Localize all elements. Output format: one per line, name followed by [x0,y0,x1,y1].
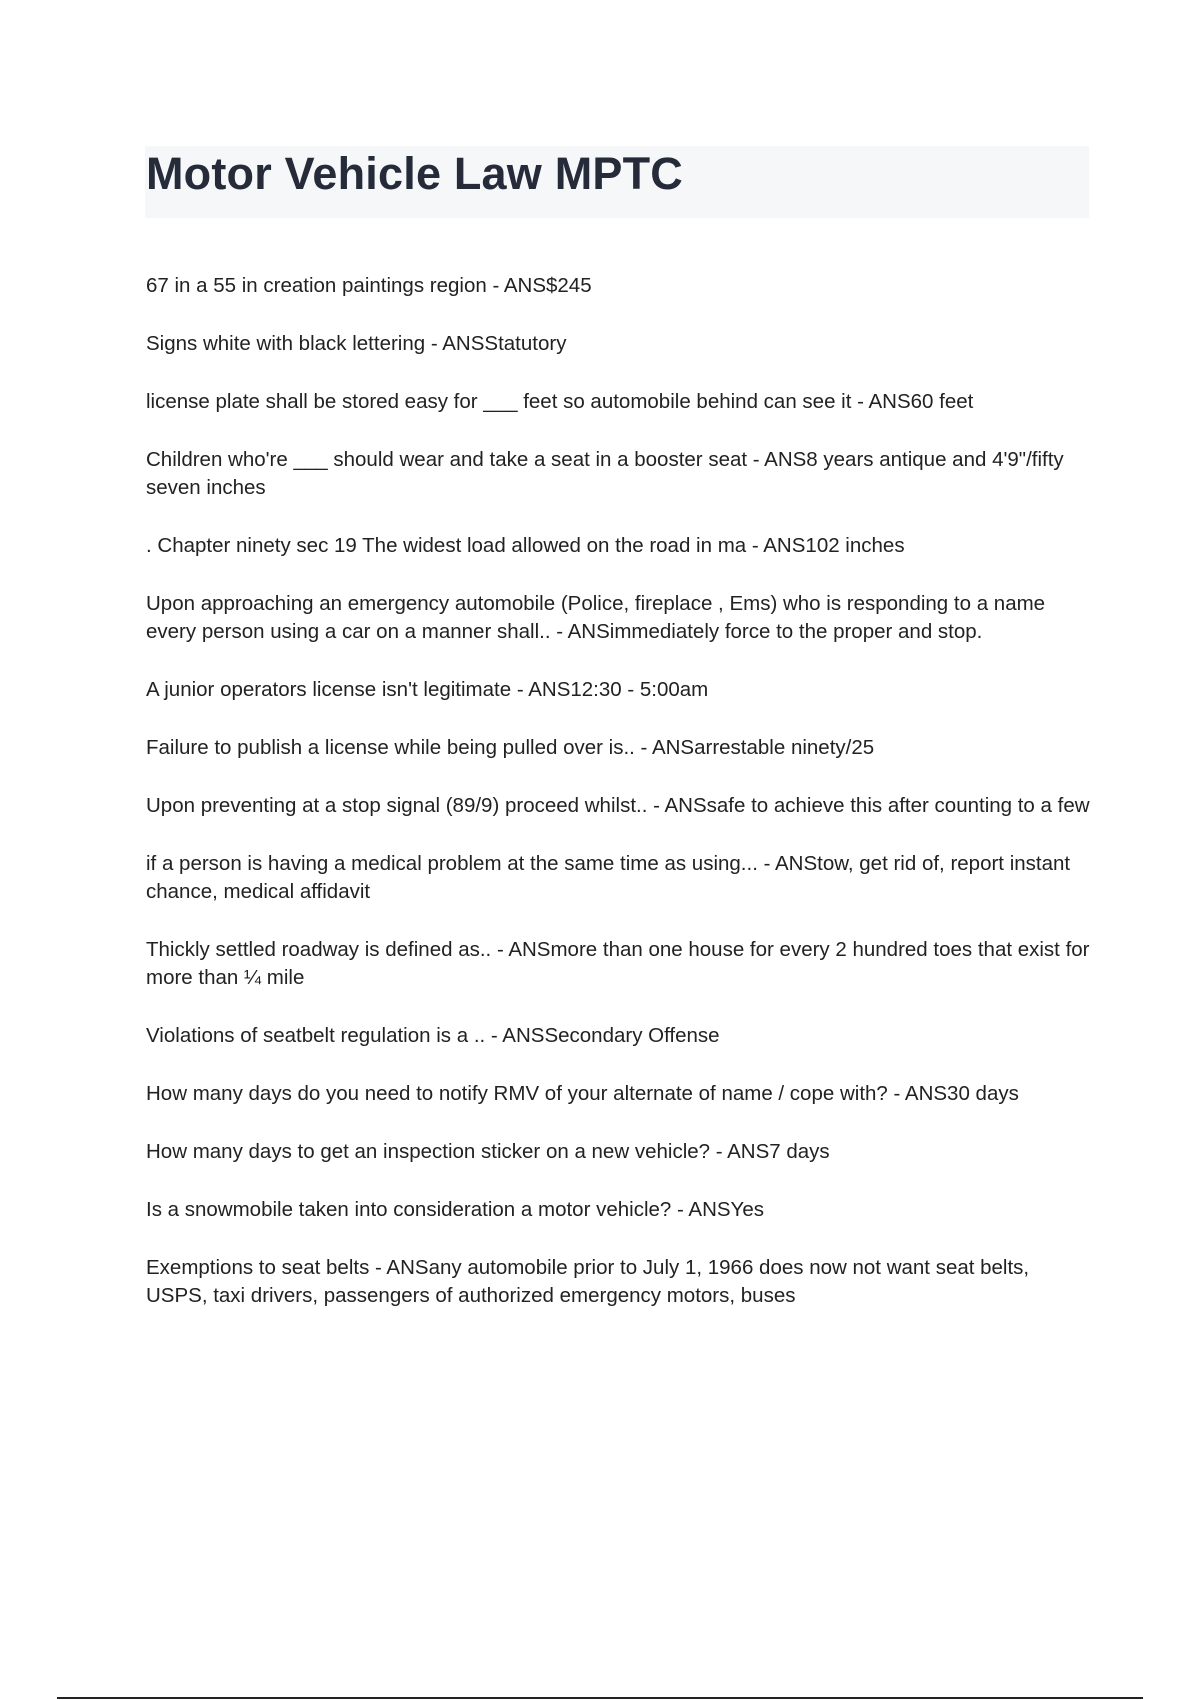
qa-item: A junior operators license isn't legitimate - ANS12:30 - 5:00am [146,678,709,701]
qa-item: Children who're ___ should wear and take a seat in a booster seat - ANS8 years antique and 4'9"/fifty seven inches [146,448,1064,499]
qa-item: How many days to get an inspection sticker on a new vehicle? - ANS7 days [146,1140,830,1163]
qa-item: Exemptions to seat belts - ANSany automobile prior to July 1, 1966 does now not want seat belts, USPS, taxi drivers, passengers of authorized emergency motors, buses [146,1256,1030,1307]
qa-item: . Chapter ninety sec 19 The widest load allowed on the road in ma - ANS102 inches [146,534,905,557]
qa-item: Upon approaching an emergency automobile (Police, fireplace , Ems) who is responding to a name every person using a car on a manner shall.. - ANSimmediately force to the proper and stop. [146,592,1046,643]
qa-item: Thickly settled roadway is defined as.. - ANSmore than one house for every 2 hundred toes that exist for more than ¼ mile [146,938,1090,989]
qa-item: Is a snowmobile taken into consideration a motor vehicle? - ANSYes [146,1198,764,1221]
qa-item: How many days do you need to notify RMV of your alternate of name / cope with? - ANS30 days [146,1082,1019,1105]
qa-item: 67 in a 55 in creation paintings region - ANS$245 [146,274,592,297]
qa-item: Upon preventing at a stop signal (89/9) proceed whilst.. - ANSsafe to achieve this after counting to a few [146,794,1090,817]
qa-item: Violations of seatbelt regulation is a .. - ANSSecondary Offense [146,1024,720,1047]
qa-item: if a person is having a medical problem at the same time as using... - ANStow, get rid of, report instant chance, medical affidavit [146,852,1071,903]
qa-item: license plate shall be stored easy for ___ feet so automobile behind can see it - ANS60 feet [146,390,974,413]
qa-list [146,272,1096,1340]
footer-divider [57,1697,1143,1699]
document-title: Motor Vehicle Law MPTC [146,148,683,199]
qa-item: Failure to publish a license while being pulled over is.. - ANSarrestable ninety/25 [146,736,875,759]
qa-item: Signs white with black lettering - ANSStatutory [146,332,567,355]
